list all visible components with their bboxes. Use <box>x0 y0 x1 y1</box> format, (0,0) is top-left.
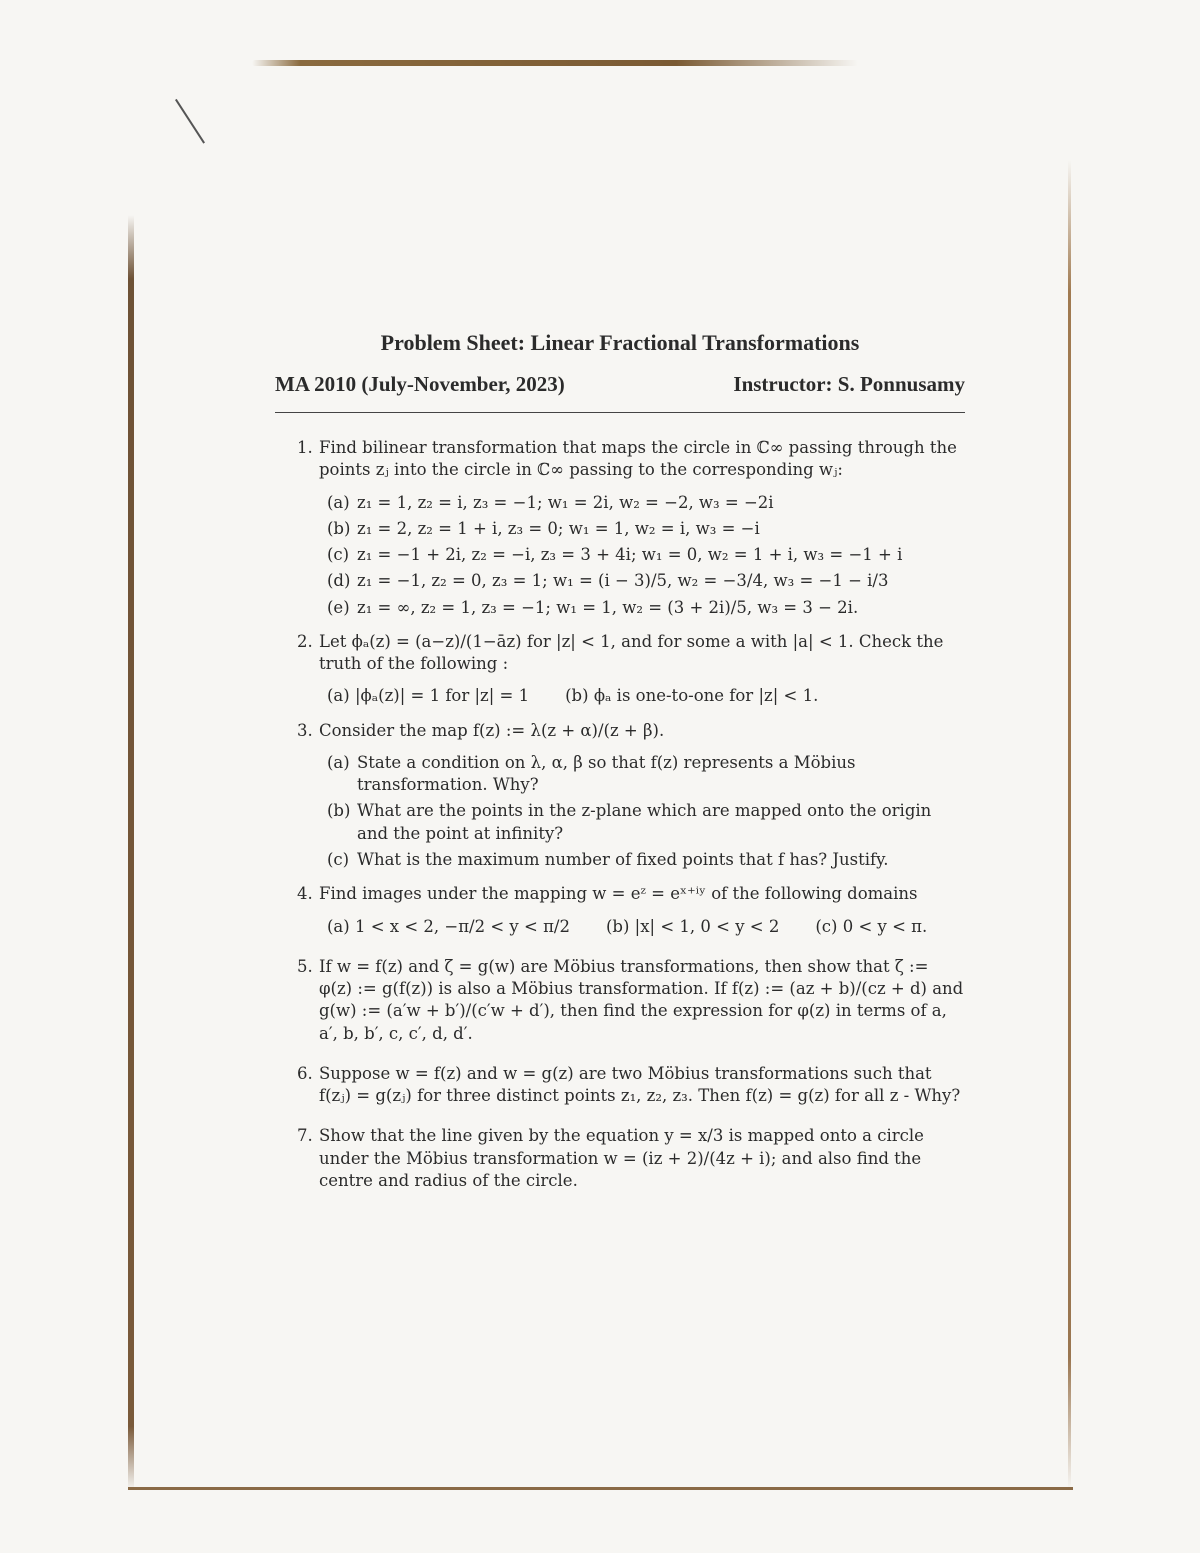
part-text: z₁ = 1, z₂ = i, z₃ = −1; w₁ = 2i, w₂ = −2, w₃ = −2i <box>357 492 774 512</box>
part-text: z₁ = −1, z₂ = 0, z₃ = 1; w₁ = (i − 3)/5, w₂ = −3/4, w₃ = −1 − i/3 <box>357 571 889 591</box>
problem-number: 2. <box>297 631 313 651</box>
problem-part <box>815 916 927 938</box>
problem-5 <box>275 956 965 1045</box>
problem-text: If w = f(z) and ζ = g(w) are Möbius transformations, then show that ζ := φ(z) := g(f(z)) is also a Möbius transformation. If f(z) := (az + b)/(cz + d) and g(w) := (a′w + b′)/(c′w + d′), then find the expression for φ(z) in terms of a, a′, b, b′, c, c′, d, d′. <box>319 956 964 1043</box>
problem-text: Consider the map f(z) := λ(z + α)/(z + β). <box>319 720 665 740</box>
problem-part <box>606 916 779 938</box>
problem-part <box>327 570 965 592</box>
paper-edge-top <box>252 60 858 66</box>
problem-7 <box>275 1125 965 1192</box>
problem-3 <box>275 720 965 872</box>
problem-part <box>327 916 570 938</box>
part-label: (b) <box>565 686 589 706</box>
problem-part <box>327 685 529 707</box>
part-text: State a condition on λ, α, β so that f(z) represents a Möbius transformation. Why? <box>357 752 856 795</box>
problem-number: 3. <box>297 720 313 740</box>
pen-mark <box>175 99 205 144</box>
instructor-info: Instructor: S. Ponnusamy <box>733 371 965 396</box>
header-divider <box>275 412 965 413</box>
problem-number: 4. <box>297 884 313 904</box>
problem-parts <box>327 492 965 619</box>
problem-part <box>327 518 965 540</box>
problem-part <box>327 492 965 514</box>
problem-part <box>327 800 965 845</box>
problem-parts <box>327 685 965 707</box>
problem-text: Find bilinear transformation that maps the circle in ℂ∞ passing through the points zⱼ into the circle in ℂ∞ passing to the corresponding wⱼ: <box>319 438 957 480</box>
part-text: 1 < x < 2, −π/2 < y < π/2 <box>354 916 570 936</box>
part-label: (c) <box>815 916 838 936</box>
part-label: (a) <box>327 752 350 772</box>
part-label: (d) <box>327 571 351 591</box>
problem-parts <box>327 752 965 871</box>
problem-number: 6. <box>297 1063 313 1083</box>
problem-text: Find images under the mapping w = eᶻ = eˣ⁺ⁱʸ of the following domains <box>319 884 918 904</box>
problem-6 <box>275 1063 965 1108</box>
problem-list <box>275 437 965 1192</box>
problem-part <box>327 752 965 797</box>
problem-number: 7. <box>297 1126 313 1146</box>
part-label: (e) <box>327 597 350 617</box>
sheet-meta <box>275 370 965 398</box>
paper-edge-bottom <box>128 1487 1073 1490</box>
part-text: 0 < y < π. <box>842 916 928 936</box>
course-info: MA 2010 (July-November, 2023) <box>275 371 565 396</box>
part-text: What are the points in the z-plane which are mapped onto the origin and the point at infinity? <box>357 801 932 843</box>
problem-part <box>327 849 965 871</box>
part-label: (a) <box>327 916 350 936</box>
part-label: (b) <box>605 916 630 936</box>
problem-number: 1. <box>297 438 313 458</box>
part-text: z₁ = ∞, z₂ = 1, z₃ = −1; w₁ = 1, w₂ = (3 + 2i)/5, w₃ = 3 − 2i. <box>357 597 859 617</box>
problem-number: 5. <box>297 956 313 976</box>
problem-sheet <box>275 328 965 1204</box>
problem-part <box>327 597 965 619</box>
paper-edge-right <box>1068 160 1071 1490</box>
problem-text: Show that the line given by the equation y = x/3 is mapped onto a circle under the Möbius transformation w = (iz + 2)/(4z + i); and also find the centre and radius of the circle. <box>319 1126 924 1190</box>
part-text: |ϕₐ(z)| = 1 for |z| = 1 <box>354 686 530 706</box>
part-label: (a) <box>327 686 350 706</box>
part-label: (b) <box>327 801 351 821</box>
part-label: (a) <box>327 492 350 512</box>
problem-parts <box>327 916 965 938</box>
problem-text: Let ϕₐ(z) = (a−z)/(1−āz) for |z| < 1, and for some a with |a| < 1. Check the truth of the following : <box>319 631 944 674</box>
part-label: (c) <box>327 545 350 565</box>
part-text: z₁ = −1 + 2i, z₂ = −i, z₃ = 3 + 4i; w₁ = 0, w₂ = 1 + i, w₃ = −1 + i <box>357 545 903 565</box>
problem-text: Suppose w = f(z) and w = g(z) are two Möbius transformations such that f(zⱼ) = g(zⱼ) for three distinct points z₁, z₂, z₃. Then f(z) = g(z) for all z - Why? <box>319 1063 961 1106</box>
sheet-title: Problem Sheet: Linear Fractional Transformations <box>380 330 860 355</box>
part-label: (c) <box>327 850 350 870</box>
problem-4 <box>275 883 965 938</box>
paper-edge-left <box>128 215 134 1490</box>
part-text: z₁ = 2, z₂ = 1 + i, z₃ = 0; w₁ = 1, w₂ = i, w₃ = −i <box>357 518 760 538</box>
problem-part <box>327 544 965 566</box>
part-label: (b) <box>327 518 351 538</box>
problem-2 <box>275 631 965 708</box>
problem-1 <box>275 437 965 619</box>
part-text: ϕₐ is one-to-one for |z| < 1. <box>593 686 819 706</box>
problem-part <box>565 685 818 707</box>
part-text: What is the maximum number of fixed points that f has? Justify. <box>357 850 889 870</box>
part-text: |x| < 1, 0 < y < 2 <box>634 916 780 936</box>
